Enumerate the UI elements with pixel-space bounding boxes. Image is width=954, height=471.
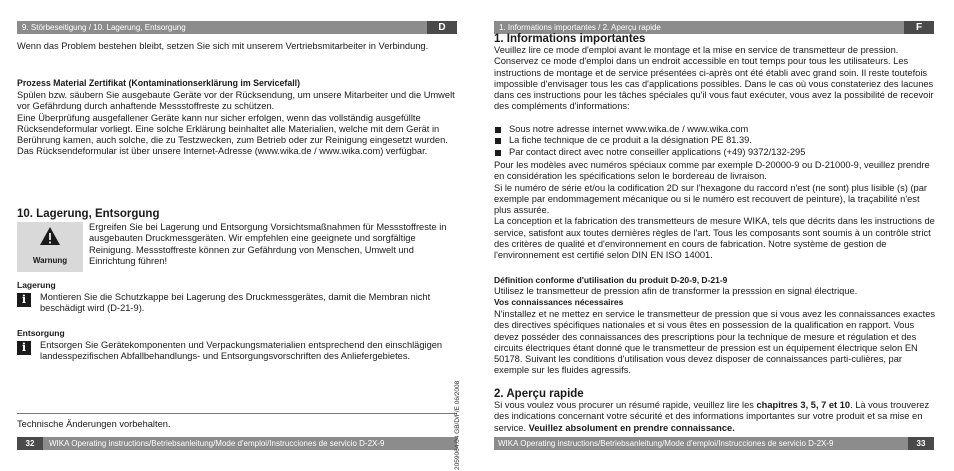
disposal-title: Entsorgung (17, 328, 65, 338)
left-page-footer (17, 437, 457, 450)
warning-box (17, 222, 83, 272)
section-title-1: 1. Informations importantes (494, 33, 646, 45)
contact-list (494, 124, 934, 158)
list-item: Sous notre adresse internet www.wika.de / www.wika.com (494, 124, 934, 135)
section-title-10: 10. Lagerung, Entsorgung (17, 208, 160, 220)
intro-paragraph: Wenn das Problem bestehen bleibt, setzen Sie sich mit unserem Vertriebsmitarbeiter in Verbindung. (17, 41, 429, 51)
warning-text: Ergreifen Sie bei Lagerung und Entsorgung Vorsichtsmaßnahmen für Messstoffreste in ausgebauten Druckmessgeräten. Wir empfehlen eine geeignete und sorgfältige Reinigung. Messstoffreste können zur Gefährdung von Menschen, Umwelt und Einrichtung führen! (89, 222, 447, 266)
chapters-reference: chapitres 3, 5, 7 et 10 (756, 400, 851, 410)
technical-changes-note: Technische Änderungen vorbehalten. (17, 419, 171, 429)
right-page (477, 0, 954, 471)
language-tab-fr: F (904, 21, 934, 34)
knowledge-text: N'installez et ne mettez en service le transmetteur de pression que si vous avez les connaissances exactes des directives spécifiques nationales et si vous êtes en possession de la qualification en rapport. Vous devez posséder des connaissances des prescriptions pour la technique de mesure et régulation et des circuits électriques étant donné que le transmetteur de pression est un équipement électrique selon EN 50178. Suivant les conditions d'utilisation vous devez disposer de connaissances parti-culières, par exemple sur les fluides agressifs. (494, 309, 936, 376)
footer-text: WIKA Operating instructions/Betriebsanleitung/Mode d'emploi/Instrucciones de servicio D-2X-9 (498, 439, 834, 448)
list-item: La fiche technique de ce produit a la désignation PE 81.39. (494, 135, 934, 146)
left-page-header (17, 21, 457, 34)
language-tab-de: D (427, 21, 457, 34)
right-header-text: 1. Informations importantes / 2. Aperçu rapide (499, 23, 661, 32)
document-code: 2059064.04 GB/D/F/E 06/2008 (454, 380, 461, 470)
info-icon: i (17, 293, 31, 307)
quick-emphasis: Veuillez absolument en prendre connaissance. (528, 422, 735, 433)
intro-paragraph: Veuillez lire ce mode d'emploi avant le montage et la mise en service de transmetteur de pression. Conservez ce mode d'emploi dans un endroit accessible en tout temps pour tous les utilisateurs. Les instructions de montage et de service présentées ci-après ont été établi avec grand soin. Il reste toutefois impossible d'envisager tous les cas d'applications possibles. Dans le cas où vous constateriez des lacunes dans ces instructions pour les tâches spéciales qu'il vous faut exécuter, vous avez la possibilité de recevoir des compléments d'informations: (494, 45, 934, 112)
quick-overview-text (494, 400, 934, 434)
disposal-text: Entsorgen Sie Gerätekomponenten und Verpackungsmaterialien entsprechend den einschlägigen landesspezifischen Abfallbehandlungs- und Entsorgungsvorschriften des Anliefergebietes. (40, 340, 443, 362)
process-title: Prozess Material Zertifikat (Kontaminationserklärung im Servicefall) (17, 78, 301, 88)
warning-triangle-icon (39, 226, 61, 246)
warning-label: Warnung (32, 256, 68, 265)
list-item: Par contact direct avec notre conseiller applications (+49) 9372/132-295 (494, 147, 934, 158)
details-paragraph: Pour les modèles avec numéros spéciaux comme par exemple D-20000-9 ou D-21000-9, veuillez prendre en considération les spécifications selon le bordereau de livraison. Si le numéro de série et/ou la codification 2D sur l'hexagone du raccord n'est (ne sont) plus lisible (s) (par exemple par endommagement mécanique ou si le numéro est recouvert de peinture), la traçabilité n'est plus assurée. La conception et la fabrication des transmetteurs de mesure WIKA, tels que décrits dans les instructions de service, satisfont aux toutes dernières règles de l'art. Tous les composants sont soumis à un contrôle strict des critères de qualité et d'environnement en cours de fabrication. Notre système de gestion de l'environnement est certifié selon DIN EN ISO 14001. (494, 160, 935, 261)
info-icon: i (17, 341, 31, 355)
left-header-text: 9. Störbeseitigung / 10. Lagerung, Entsorgung (22, 23, 186, 32)
quick-text-part: . Là vous trouverez des indications concernant votre sécurité et des informations importantes sur votre produit et sa mise en service. (494, 400, 930, 433)
section-title-2: 2. Aperçu rapide (494, 388, 584, 400)
process-paragraph: Spülen bzw. säubern Sie ausgebaute Geräte vor der Rücksendung, um unsere Mitarbeiter und die Umwelt vor Gefährdung durch anhaftende Messstoffreste zu schützen. Eine Überprüfung ausgefallener Geräte kann nur sicher erfolgen, wenn das vollständig ausgefüllte Rücksendeformular vorliegt. Eine solche Erklärung beinhaltet alle Materialien, welche mit dem Gerät in Berührung kamen, auch solche, die zu Testzwecken, zum Betrieb oder zur Reinigung eingesetzt wurden. Das Rücksendeformular ist über unsere Internet-Adresse (www.wika.de / www.wika.com) verfügbar. (17, 90, 455, 157)
page-number: 32 (17, 437, 43, 450)
footer-text: WIKA Operating instructions/Betriebsanleitung/Mode d'emploi/Instrucciones de servicio D-2X-9 (49, 439, 385, 448)
storage-title: Lagerung (17, 280, 56, 290)
intended-use-title: Définition conforme d'utilisation du produit D-20-9, D-21-9 (494, 275, 728, 285)
knowledge-title: Vos connaissances nécessaires (494, 297, 624, 307)
intended-use-text: Utilisez le transmetteur de pression afin de transformer la presssion en signal électrique. (494, 286, 858, 296)
page-number: 33 (908, 437, 934, 450)
storage-text: Montieren Sie die Schutzkappe bei Lagerung des Druckmessgerätes, damit die Membran nicht beschädigt wird (D-21-9). (40, 292, 431, 314)
right-page-footer (494, 437, 934, 450)
divider (17, 413, 457, 414)
quick-text-part: Si vous voulez vous procurer un résumé rapide, veuillez lire les (494, 400, 757, 410)
